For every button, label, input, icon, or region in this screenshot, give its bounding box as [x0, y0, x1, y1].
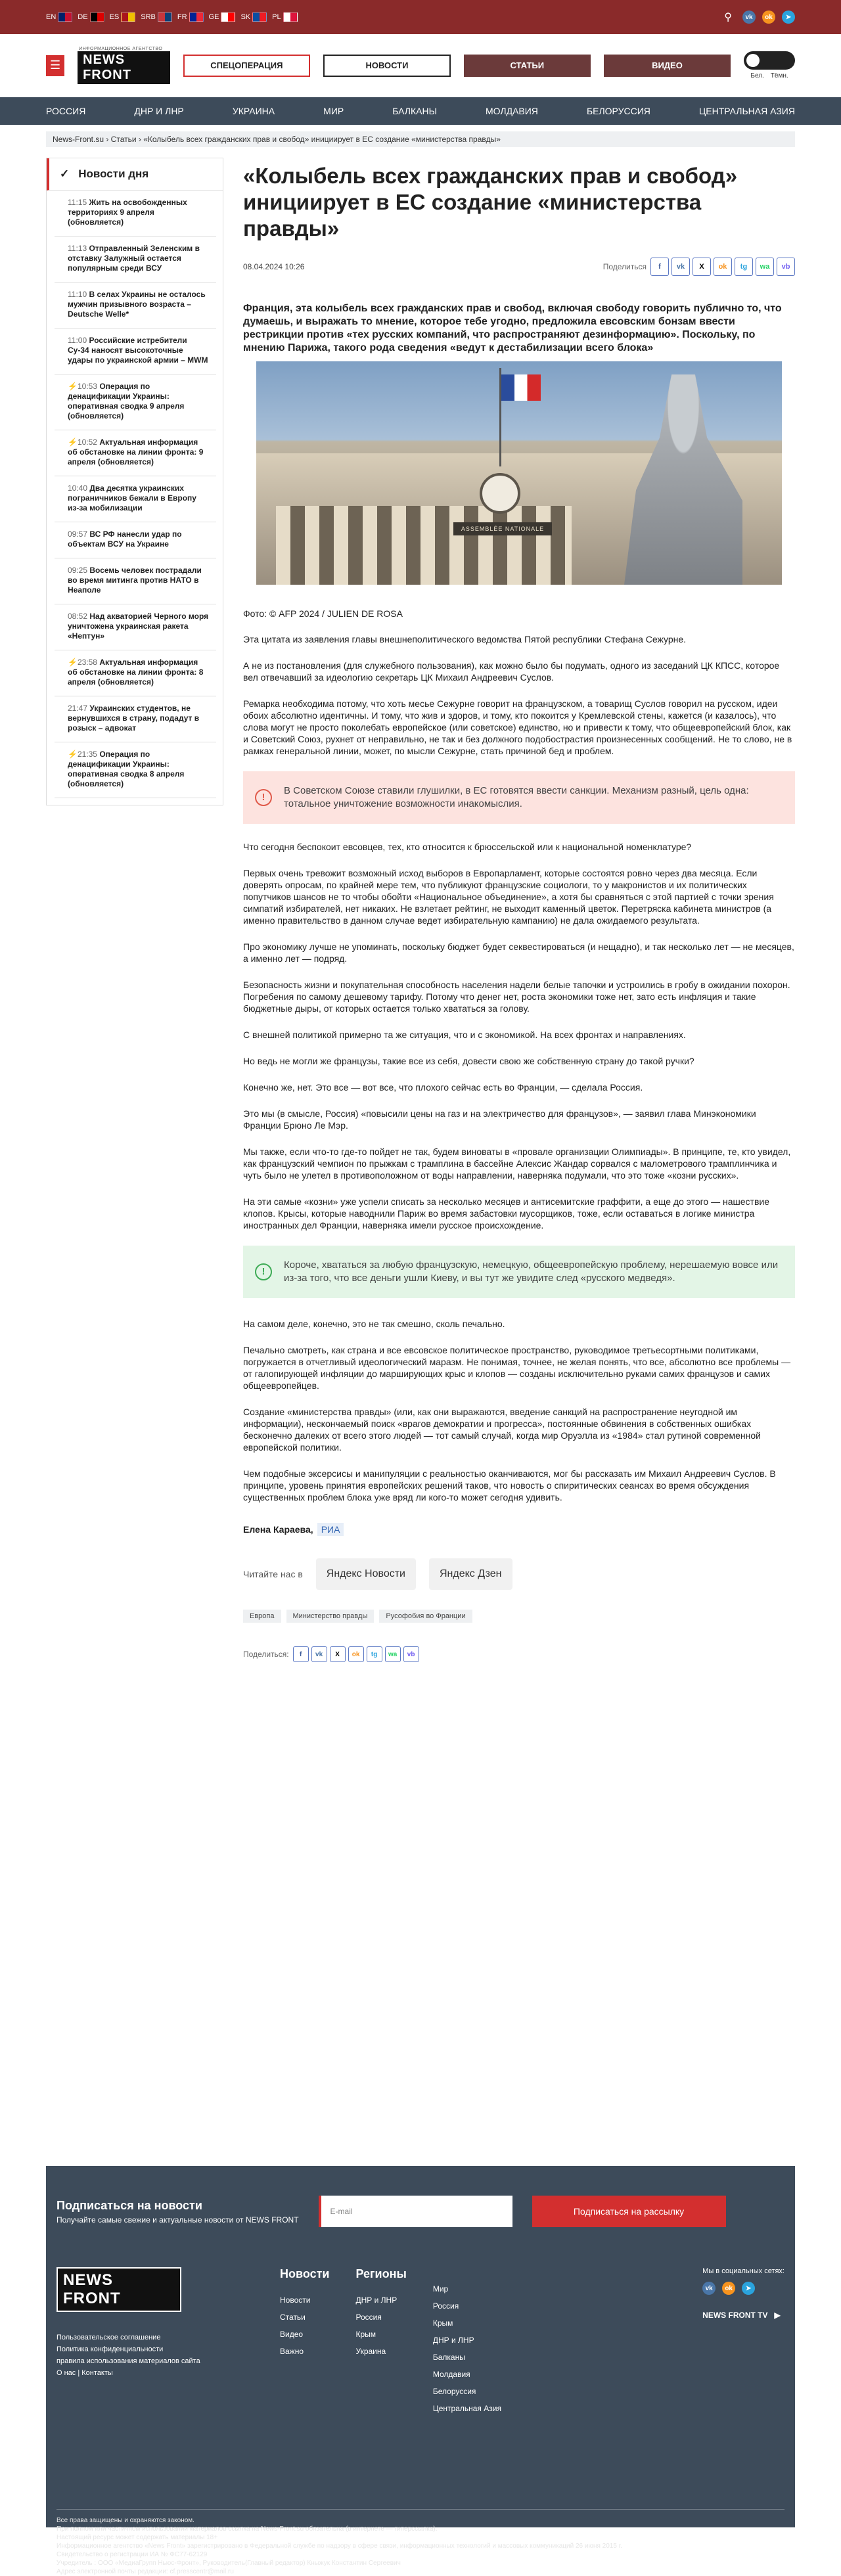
footer-regions-title: Регионы [355, 2267, 407, 2280]
news-time: 09:25 [68, 566, 88, 575]
read-us-block [243, 1558, 795, 1590]
share-vb-icon[interactable]: vb [777, 258, 795, 276]
quote-block [243, 1246, 795, 1298]
news-time: 23:58 [77, 658, 97, 667]
footer-col-regions [355, 2267, 406, 2417]
news-title: Актуальная информация об обстановке на линии фронта: 8 апреля (обновляется) [68, 658, 204, 687]
news-title: Отправленный Зеленским в отставку Залужный остается популярным среди ВСУ [68, 244, 200, 273]
footer-region-link[interactable]: Балканы [432, 2353, 465, 2362]
subscribe-button[interactable]: Подписаться на рассылку [532, 2196, 726, 2227]
language-code: SRB [141, 13, 156, 21]
nav-item-dnr-lnr[interactable]: ДНР И ЛНР [134, 106, 184, 116]
ok-icon[interactable]: ok [762, 11, 775, 24]
lightning-icon: ⚡ [68, 382, 78, 391]
legal-line: Учредитель : ООО «МедиаГрупп Ньюс-Фронт», Руководитель(Главный редактор) Кныжук Константин Сергеевич [57, 2560, 401, 2567]
source-link[interactable]: РИА [317, 1523, 344, 1536]
footer-news-title: Новости [280, 2267, 330, 2280]
news-time: 09:57 [68, 530, 88, 539]
lightning-icon: ⚡ [68, 750, 78, 759]
footer-region-link[interactable]: Крым [432, 2318, 453, 2328]
photo-statue [624, 374, 742, 585]
theme-dark-label: Тёмн. [770, 72, 788, 79]
footer-link[interactable]: О нас | Контакты [57, 2369, 113, 2377]
share-tg-icon[interactable]: tg [367, 1646, 382, 1662]
main-nav [0, 97, 841, 125]
paragraph: На самом деле, конечно, это не так смешно, сколь печально. [243, 1319, 505, 1329]
video-button[interactable]: ВИДЕО [604, 55, 731, 77]
sidebar-title: Новости дня [78, 168, 149, 180]
subscribe-title: Подписаться на новости [57, 2198, 202, 2212]
share-f-icon[interactable]: f [650, 258, 669, 276]
share-wa-icon[interactable]: wa [385, 1646, 401, 1662]
footer-tv-label: NEWS FRONT TV [702, 2311, 768, 2320]
news-time: 10:53 [77, 382, 97, 391]
sidebar-news-item[interactable] [55, 650, 216, 696]
play-icon: ▶ [774, 2311, 781, 2320]
sidebar-news-item[interactable] [55, 191, 216, 237]
subscribe-block [46, 2166, 795, 2257]
sidebar-news-item[interactable] [55, 282, 216, 328]
footer-region-link[interactable]: Украина [355, 2347, 386, 2356]
yandex-news-button[interactable]: Яндекс Новости [316, 1558, 416, 1590]
paragraph: Это мы (в смысле, Россия) «повысили цены на газ и на электричество для французов», — заявил глава Минэкономики Франции Брюно Ле Мэр. [243, 1108, 756, 1131]
nav-item-ukraine[interactable]: УКРАИНА [232, 106, 275, 116]
alert-icon: ! [255, 1263, 272, 1280]
article-lead: Франция, эта колыбель всех гражданских прав и свобод, включая свободу говорить публично то, что думаешь, и выражать то мнение, которое тебе угодно, предложила евсовским бонзам ввести рестрикции против «тех русских компаний, что распространяют дезинформацию». Поскольку, по мнению Парижа, такого рода сведения «ведут к дестабилизации всего блока» [243, 303, 782, 353]
nav-item-balkans[interactable]: БАЛКАНЫ [392, 106, 437, 116]
nav-item-belarus[interactable]: БЕЛОРУССИЯ [586, 106, 650, 116]
legal-line: Информационное агентство «News Front» зарегистрировано в Федеральной службе по надзору в сфере связи, информационных технологий и массовых коммуникаций 26 июня 2015 г. [57, 2542, 622, 2550]
top-social-links [742, 11, 795, 24]
top-bar-right [724, 11, 795, 24]
footer-region-link[interactable]: Молдавия [432, 2370, 470, 2379]
paragraph: Что сегодня беспокоит евсовцев, тех, кто относится к брюссельской или к национальной номенклатуре? [243, 842, 692, 852]
footer-link[interactable]: Пользовательское соглашение [57, 2334, 161, 2341]
language-sk[interactable] [240, 12, 267, 22]
share-vk-icon[interactable]: vk [311, 1646, 327, 1662]
quote-block [243, 771, 795, 824]
footer-region-link[interactable]: Белоруссия [432, 2387, 476, 2396]
paragraph: На эти самые «козни» уже успели списать за несколько месяцев и антисемитские граффити, а еще до этого — нашествие клопов. Крысы, которые наводнили Париж во время забастовки мусорщиков, тоже, если оставаться в логике министра иностранных дел Франции, наверняка имели русское происхождение. [243, 1196, 769, 1231]
vk-icon[interactable]: vk [702, 2282, 716, 2295]
news-time: 21:47 [68, 704, 88, 713]
paragraph: Чем подобные эксерсисы и манипуляции с реальностью оканчиваются, мог бы рассказать им Михаил Андреевич Суслов. В принципе, уровень принятия европейских решений таков, что новость о спиритических сеансах во время обсуждения существенных проблем блока уже вряд ли кого-то может сегодня удивить. [243, 1468, 776, 1503]
language-code: FR [177, 13, 187, 21]
footer-region-link[interactable]: Россия [355, 2313, 382, 2322]
legal-line: Свидетельство о регистрации ИА № ФС77-62129 [57, 2551, 208, 2558]
flag-icon [252, 12, 267, 22]
footer-social-label: Мы в социальных сетях: [702, 2267, 784, 2275]
sidebar-news-item[interactable] [55, 696, 216, 742]
lightning-icon: ⚡ [68, 658, 78, 667]
theme-toggle[interactable] [744, 51, 795, 70]
subscribe-text [57, 2199, 299, 2225]
sidebar-news-item[interactable] [55, 237, 216, 282]
tag[interactable]: Министерство правды [286, 1610, 375, 1623]
paragraph: Про экономику лучше не упоминать, поскольку бюджет будет секвестироваться (и нещадно), и так несколько лет — не месяцев, а именно лет — подряд. [243, 941, 794, 964]
special-operation-button[interactable]: СПЕЦОПЕРАЦИЯ [183, 55, 311, 77]
sidebar-news-item[interactable] [55, 742, 216, 798]
share-ok-icon[interactable]: ok [714, 258, 732, 276]
flag-icon [158, 12, 172, 22]
article-author [243, 1523, 795, 1536]
lightning-icon: ⚡ [68, 438, 78, 447]
photo-clock [480, 473, 520, 514]
paragraph: С внешней политикой примерно та же ситуация, что и с экономикой. На всех фронтах и направлениях. [243, 1029, 686, 1040]
telegram-icon[interactable]: ➤ [782, 11, 795, 24]
language-ge[interactable] [209, 12, 236, 22]
nav-item-russia[interactable]: РОССИЯ [46, 106, 86, 116]
footer-logo[interactable]: NEWS FRONT [57, 2267, 181, 2312]
footer-news-link[interactable]: Важно [280, 2347, 304, 2356]
sidebar-news-item[interactable] [55, 430, 216, 476]
nav-item-moldova[interactable]: МОЛДАВИЯ [486, 106, 538, 116]
footer [46, 2257, 795, 2575]
content-layout [0, 147, 841, 1662]
paragraph: Печально смотреть, как страна и все евсовское политическое пространство, руководимое третьесортными политиками, погружается в отчетливый идеологический маразм. Не понимая, точнее, не желая понять, что все, абсолютно все проблемы — от галопирующей инфляции до марширующих крыс и клопов — созданы исключительно руками самих французов и самих общеевропейцев. [243, 1345, 791, 1391]
flag-icon [90, 12, 104, 22]
sidebar-header [47, 158, 223, 191]
photo-caption: Фото: © AFP 2024 / JULIEN DE ROSA [243, 608, 403, 619]
news-title: Украинских студентов, не вернувшихся в страну, подадут в розыск – адвокат [68, 704, 200, 733]
sidebar-news-item[interactable] [55, 374, 216, 430]
paragraph: Мы также, если что-то где-то пойдет не так, будем виноваты в «провале организации Олимпиады». В принципе, те, кто увидел, как французский чемпион по прыжкам с трамплина в бассейне Алексис Жандар сорвался с малометрового трамплинчика и чуть было не улетел в противоположном от воды направлении, наверняка подумали, что это тоже «козни русских». [243, 1146, 791, 1181]
legal-line: Адрес электронной почты редакции: cf.presscentr@mail.ru [57, 2568, 234, 2575]
email-field[interactable]: E-mail [319, 2196, 512, 2227]
news-time: 11:13 [68, 244, 87, 253]
logo[interactable] [78, 47, 170, 84]
language-code: PL [272, 13, 281, 21]
share-vk-icon[interactable]: vk [671, 258, 690, 276]
share-label: Поделиться [602, 262, 647, 271]
footer-col-brand [57, 2267, 254, 2417]
article-meta [243, 258, 795, 276]
article-photo[interactable] [256, 361, 782, 585]
theme-switcher [744, 51, 795, 79]
share-bar [603, 258, 795, 276]
news-title: В селах Украины не осталось мужчин призывного возраста – Deutsche Welle* [68, 290, 206, 319]
share-tg-icon[interactable]: tg [735, 258, 753, 276]
share-wa-icon[interactable]: wa [756, 258, 774, 276]
language-code: EN [46, 13, 57, 21]
news-title: Восемь человек пострадали во время митинга против НАТО в Неаполе [68, 566, 202, 595]
share-ok-icon[interactable]: ok [348, 1646, 364, 1662]
sidebar-news-item[interactable] [55, 558, 216, 604]
footer-col-news [280, 2267, 329, 2417]
paragraph: А не из постановления (для служебного пользования), как можно было бы подумать, одного из заседаний ЦК КПСС, которое вел отвечавший за идеологию секретарь ЦК Михаил Андреевич Суслов. [243, 660, 780, 683]
flag-icon [121, 12, 135, 22]
legal-line: Все права защищены и охраняются законом. [57, 2517, 194, 2524]
news-time: 10:40 [68, 484, 88, 493]
footer-tv-link[interactable] [702, 2311, 784, 2320]
news-title: Над акваторией Черного моря уничтожена украинская ракета «Нептун» [68, 612, 209, 641]
language-code: GE [208, 13, 219, 21]
language-en[interactable] [46, 12, 72, 22]
paragraph: Безопасность жизни и покупательная способность населения надели белые тапочки и устроились в гробу в ожидании похорон. Погребения по самому дешевому тарифу. Потому что денег нет, роста экономики тоже нет, зато есть инфляция и такие бюджетные дыры, от которых остается только хвататься за голову. [243, 980, 790, 1014]
news-time: 11:15 [68, 198, 87, 207]
sidebar-news-item[interactable] [55, 476, 216, 522]
paragraph: Первых очень тревожит возможный исход выборов в Европарламент, которые состоятся ровно через два месяца. Если доверять опросам, по крайней мере тем, что публикуют французские социологи, то у макронистов и их политических попутчиков шансов не то чтобы обойти «Национальное объединение», а хотя бы сравняться с этой партией с точки зрения симпатий избирателей, нет никаких. Не взлетает рейтинг, не выходит каменный цветок. Перетряска кабинета министров (а именно правительство в данном случае ведет избирательную кампанию) не дала ожидаемого результата. [243, 868, 774, 926]
flag-icon [283, 12, 298, 22]
footer-link[interactable]: правила использования материалов сайта [57, 2357, 200, 2365]
sidebar-news-item[interactable] [55, 604, 216, 650]
share-X-icon[interactable]: X [693, 258, 711, 276]
language-code: DE [78, 13, 88, 21]
footer-social [702, 2267, 784, 2417]
legal-line: Настоящий ресурс может содержать материалы 18+ [57, 2534, 218, 2541]
nav-item-world[interactable]: МИР [323, 106, 344, 116]
footer-news-link[interactable]: Статьи [280, 2313, 306, 2322]
alert-icon: ! [255, 789, 272, 806]
tag[interactable]: Европа [243, 1610, 281, 1623]
paragraph: Конечно же, нет. Это все — вот все, что плохого сейчас есть во Франции, — сделала Россия. [243, 1082, 643, 1093]
site-header [0, 34, 841, 97]
menu-icon[interactable]: ☰ [46, 55, 64, 76]
sidebar [46, 158, 223, 1662]
legal-line: При полном или частичном использовании материалов ссылка на News-Front.su обязательна (в интернете — гиперссылка). [57, 2525, 438, 2533]
paragraph: Создание «министерства правды» (или, как они выражаются, введение санкций на распространение неугодной им информации), нескончаемый поиск «врагов демократии и прогресса», постоянные обвинения в собственных ошибках бесконечно далеких от всего этого людей — тот самый случай, когда мир Оруэлла из «1984» стал рутиной современной европейской политики. [243, 1407, 761, 1453]
footer-news-link[interactable]: Новости [280, 2295, 311, 2305]
logo-text: NEWS FRONT [78, 51, 170, 84]
quote-text: Короче, хвататься за любую французскую, немецкую, общеевропейскую проблему, нерешаемую вовсе или из-за того, что все деньги ушли Киеву, и вы тут же увидите след «русского медведя». [284, 1259, 779, 1284]
language-de[interactable] [78, 12, 104, 22]
paragraph: Эта цитата из заявления главы внешнеполитического ведомства Пятой республики Стефана Сежурне. [243, 634, 687, 644]
news-of-day-box [46, 158, 223, 805]
photo-columns [276, 506, 572, 585]
logo-subtitle: ИНФОРМАЦИОННОЕ АГЕНТСТВО [79, 47, 163, 51]
language-es[interactable] [110, 12, 136, 22]
share-X-icon[interactable]: X [330, 1646, 346, 1662]
article [243, 158, 795, 1662]
subscribe-description: Получайте самые свежие и актуальные новости от NEWS FRONT [57, 2215, 299, 2225]
article-date: 08.04.2024 10:26 [243, 262, 305, 271]
articles-button[interactable]: СТАТЬИ [464, 55, 591, 77]
news-time: 08:52 [68, 612, 88, 621]
language-fr[interactable] [177, 12, 204, 22]
language-code: ES [109, 13, 120, 21]
search-icon[interactable]: ⚲ [724, 12, 732, 23]
share-label-bottom: Поделиться: [243, 1650, 289, 1659]
paragraph: Но ведь не могли же французы, такие все из себя, довести свою же собственную страну до такой ручки? [243, 1056, 694, 1066]
sidebar-news-item[interactable] [55, 522, 216, 558]
flag-icon [58, 12, 72, 22]
footer-region-link[interactable]: Россия [432, 2301, 459, 2311]
news-title: Актуальная информация об обстановке на линии фронта: 9 апреля (обновляется) [68, 438, 204, 466]
tags [243, 1610, 795, 1623]
breadcrumb[interactable]: News-Front.su › Статьи › «Колыбель всех гражданских прав и свобод» инициирует в ЕС создание «министерства правды» [46, 131, 795, 147]
telegram-icon[interactable]: ➤ [742, 2282, 755, 2295]
footer-col-regions-2 [433, 2280, 501, 2417]
language-switcher [46, 12, 298, 22]
footer-news-link[interactable]: Видео [280, 2330, 304, 2339]
flag-icon [189, 12, 204, 22]
tag[interactable]: Русофобия во Франции [379, 1610, 472, 1623]
share-bar-bottom [243, 1646, 795, 1662]
footer-link[interactable]: Политика конфиденциальности [57, 2345, 164, 2353]
ok-icon[interactable]: ok [722, 2282, 735, 2295]
theme-light-label: Бел. [750, 72, 764, 79]
news-title: Операция по денацификации Украины: оперативная сводка 8 апреля (обновляется) [68, 750, 185, 788]
sidebar-news-item[interactable] [55, 328, 216, 374]
flag-icon [221, 12, 235, 22]
share-f-icon[interactable]: f [293, 1646, 309, 1662]
news-time: 10:52 [77, 438, 97, 447]
footer-region-link[interactable]: Мир [432, 2284, 449, 2294]
news-title: Операция по денацификации Украины: оперативная сводка 9 апреля (обновляется) [68, 382, 185, 420]
photo-plaque: ASSEMBLÉE NATIONALE [453, 522, 552, 535]
vk-icon[interactable]: vk [742, 11, 756, 24]
author-name: Елена Караева, [243, 1524, 313, 1535]
footer-region-link[interactable]: Крым [355, 2330, 376, 2339]
language-code: SK [240, 13, 251, 21]
paragraph: Ремарка необходима потому, что хоть месье Сежурне говорит на французском, а товарищ Суслов говорил на русском, идеи обоих абсолютно идентичны. И тому, что жив и здоров, и тому, кто покоится у Кремлевской стены, кажется (и казалось), что слова могут не просто поколебать европейское (или советское) единство, но и привести к тому, что общеевропейский блок, как и Советский Союз, рухнет от неправильно, не так и без должного подобострастия произнесенных сообщений. Не то слово, не в рамках генеральной линии, может, по мысли Сежурне, стать причиной бед и проблем. [243, 698, 792, 756]
news-time: 21:35 [77, 750, 97, 759]
share-vb-icon[interactable]: vb [403, 1646, 419, 1662]
nav-item-central-asia[interactable]: ЦЕНТРАЛЬНАЯ АЗИЯ [698, 106, 795, 116]
footer-region-link[interactable]: ДНР и ЛНР [432, 2336, 474, 2345]
news-time: 11:10 [68, 290, 87, 299]
photo-french-flag [501, 374, 541, 401]
top-bar [0, 0, 841, 34]
news-title: Российские истребители Су-34 наносят высокоточные удары по украинской армии – MWM [68, 336, 208, 365]
read-us-label: Читайте нас в [243, 1569, 303, 1579]
news-title: Жить на освобожденных территориях 9 апреля (обновляется) [68, 198, 187, 227]
footer-region-link[interactable]: ДНР и ЛНР [355, 2295, 398, 2305]
quote-text: В Советском Союзе ставили глушилки, в ЕС готовятся ввести санкции. Механизм разный, цель одна: тотальное уничтожение возможности инакомыслия. [284, 785, 749, 809]
language-pl[interactable] [272, 12, 297, 22]
news-title: Два десятка украинских пограничников бежали в Европу из-за мобилизации [68, 484, 196, 512]
language-srb[interactable] [141, 12, 172, 22]
news-time: 11:00 [68, 336, 87, 345]
footer-legal [57, 2509, 784, 2576]
article-title: «Колыбель всех гражданских прав и свобод» инициирует в ЕС создание «министерства правды» [243, 164, 738, 240]
check-icon: ✓ [60, 168, 70, 180]
yandex-zen-button[interactable]: Яндекс Дзен [429, 1558, 512, 1590]
news-button[interactable]: НОВОСТИ [323, 55, 451, 77]
news-title: ВС РФ нанесли удар по объектам ВСУ на Украине [68, 530, 182, 549]
footer-region-link[interactable]: Центральная Азия [432, 2404, 501, 2413]
